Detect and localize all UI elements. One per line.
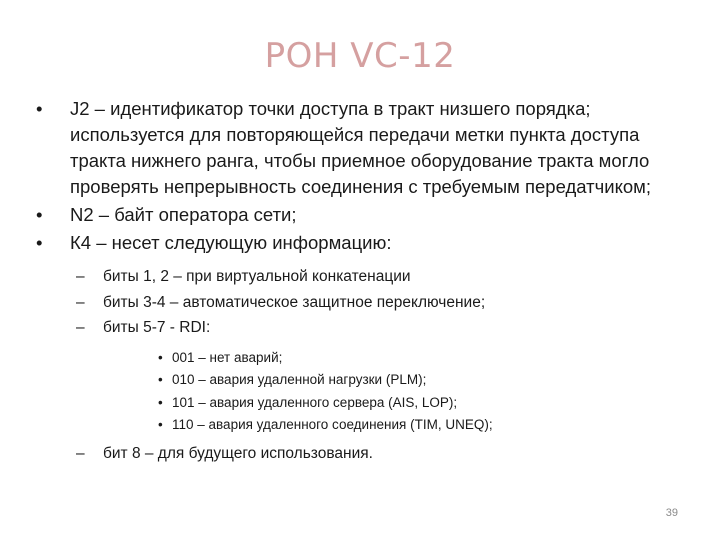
k4-item-text: биты 3-4 – автоматическое защитное переключение; (103, 293, 486, 311)
list-item-text: К4 – несет следующую информацию: (70, 232, 392, 253)
list-item-text: N2 – байт оператора сети; (70, 204, 297, 225)
dash-icon: – (76, 444, 85, 462)
k4-item-bits-3-4 (30, 290, 690, 316)
k4-item-bits-5-7 (30, 315, 690, 341)
k4-sublist (30, 264, 690, 466)
k4-item-text: бит 8 – для будущего использования. (103, 444, 373, 462)
bullet-icon: • (158, 417, 163, 432)
k4-item-bit-8 (30, 441, 690, 467)
slide-body (30, 96, 690, 466)
rdi-sublist (30, 347, 690, 437)
dash-icon: – (76, 268, 85, 285)
list-item-j2 (30, 96, 690, 200)
list-item-k4 (30, 230, 690, 256)
bullet-icon: • (36, 98, 43, 119)
bullet-icon: • (36, 232, 43, 253)
bullet-icon: • (158, 372, 163, 387)
rdi-item-001 (30, 347, 690, 370)
rdi-item-text: 001 – нет аварий; (172, 349, 283, 365)
bullet-icon: • (158, 349, 163, 365)
dash-icon: – (76, 319, 85, 336)
rdi-item-010 (30, 369, 690, 392)
bullet-icon: • (36, 204, 43, 225)
k4-item-text: биты 1, 2 – при виртуальной конкатенации (103, 268, 411, 285)
rdi-item-text: 101 – авария удаленного сервера (AIS, LOP); (172, 394, 458, 410)
dash-icon: – (76, 293, 85, 311)
bullet-icon: • (158, 394, 163, 410)
k4-item-bits-1-2 (30, 264, 690, 290)
list-item-text: J2 – идентификатор точки доступа в тракт низшего порядка; используется для повторяющейся передачи метки пункта доступа тракта нижнего ранга, чтобы приемное оборудование тракта могло проверять непрерывность соединения с требуемым передатчиком; (70, 98, 652, 197)
slide-title: POH VC-12 (264, 36, 456, 76)
page-number: 39 (665, 507, 678, 519)
rdi-item-110 (30, 414, 690, 437)
k4-item-text: биты 5-7 - RDI: (103, 319, 211, 336)
rdi-item-101 (30, 392, 690, 415)
list-item-n2 (30, 202, 690, 228)
rdi-item-text: 110 – авария удаленного соединения (TIM, UNEQ); (172, 417, 493, 432)
rdi-item-text: 010 – авария удаленной нагрузки (PLM); (172, 372, 427, 387)
